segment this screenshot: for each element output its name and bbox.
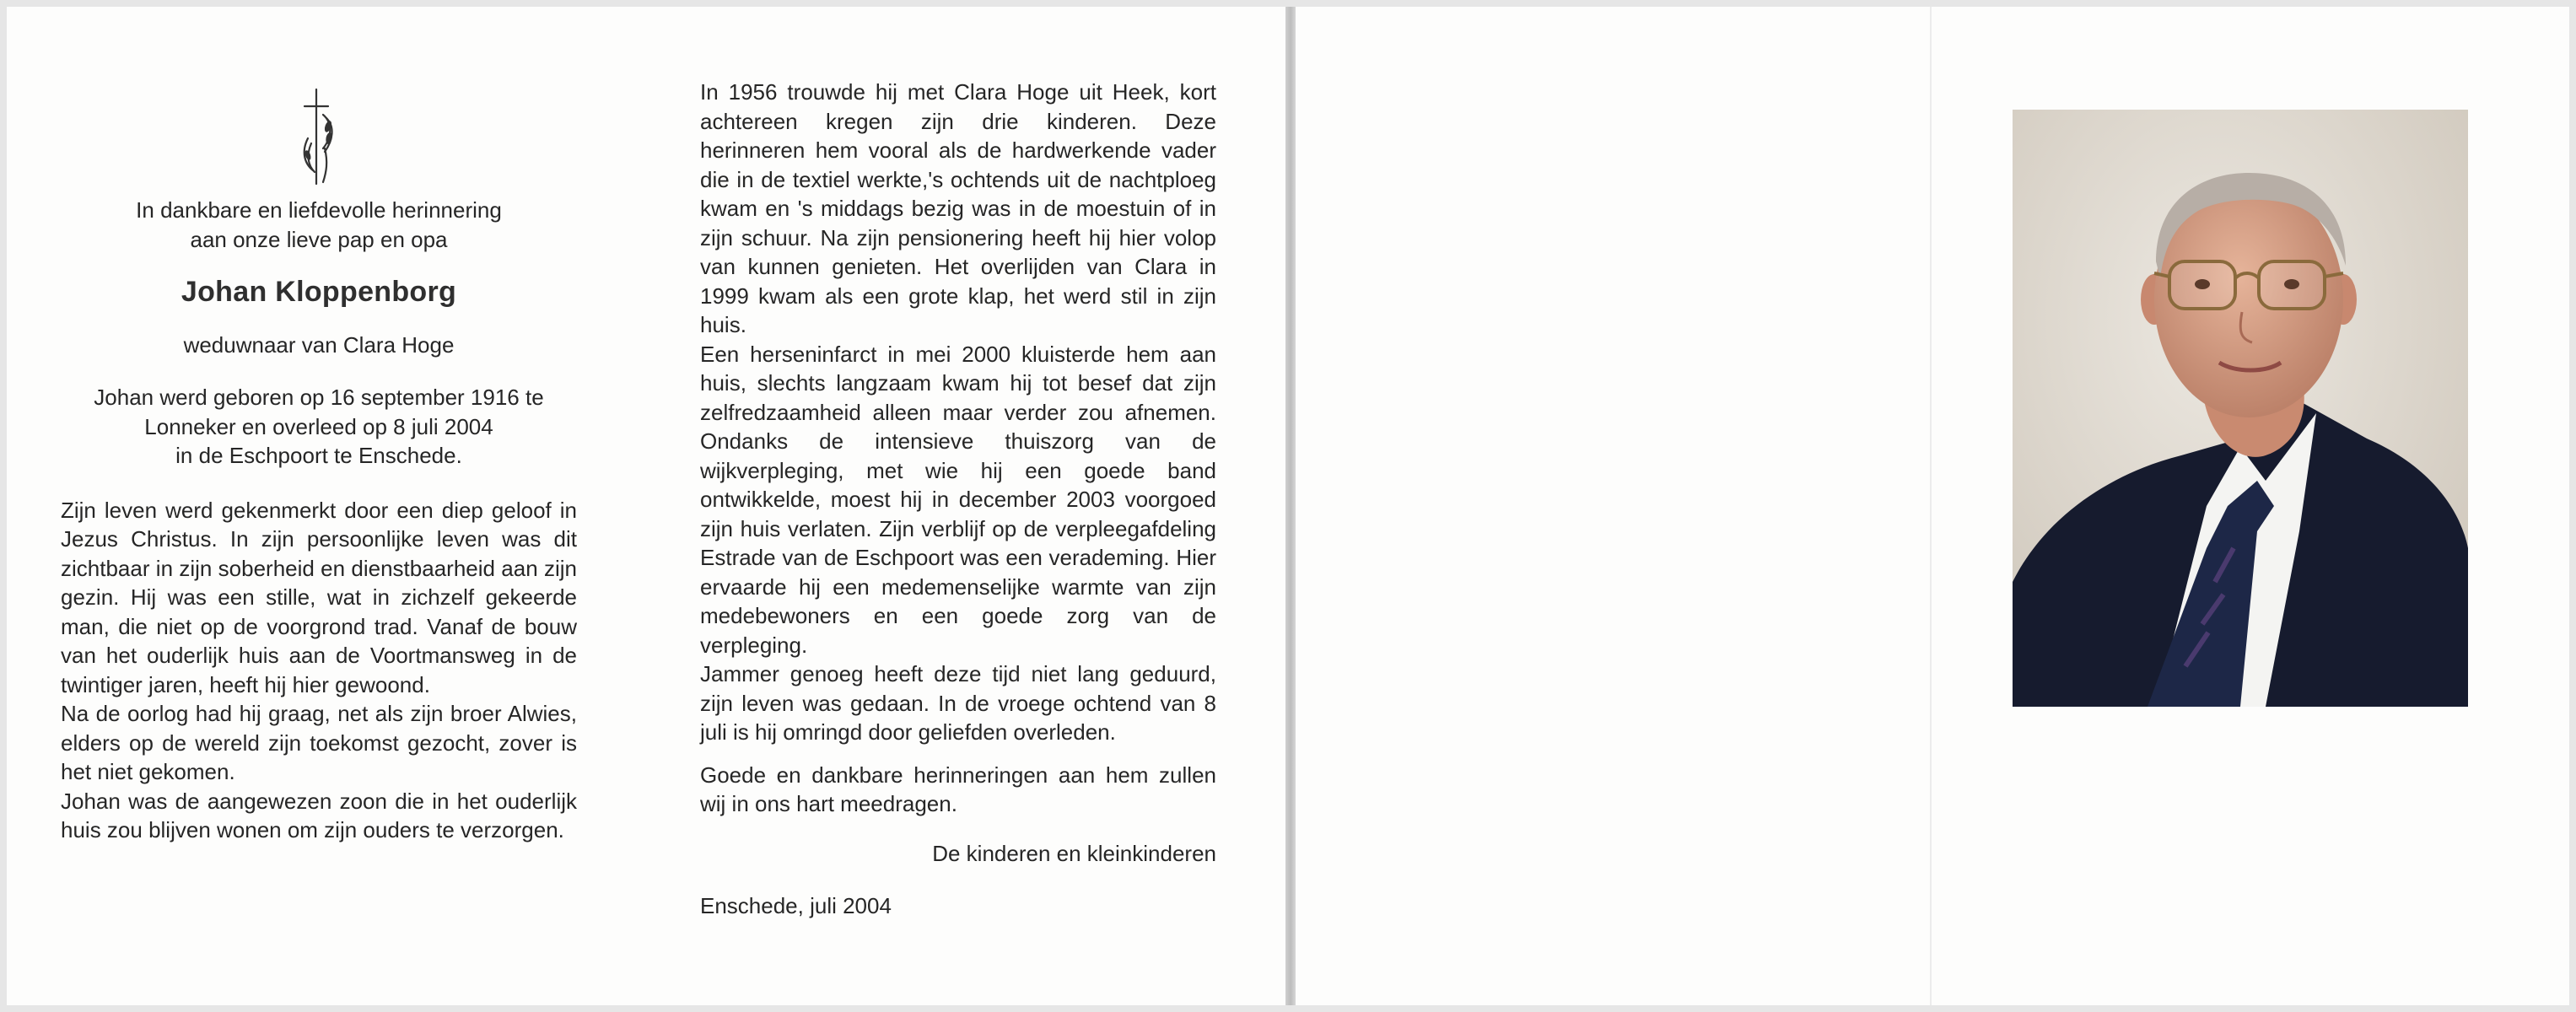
- birth-death-info: [61, 383, 577, 471]
- place-date: Enschede, juli 2004: [700, 893, 892, 918]
- greeting-line-2: aan onze lieve pap en opa: [190, 226, 448, 252]
- birth-line-1: Johan werd geboren op 16 september 1916 te: [94, 385, 544, 410]
- greeting-line-1: In dankbare en liefdevolle herinnering: [136, 197, 502, 223]
- deceased-name: Johan Kloppenborg: [181, 276, 457, 308]
- bio-paragraph-4: In 1956 trouwde hij met Clara Hoge uit Heek, kort achtereen kregen zijn drie kinderen. Deze herinneren hem vooral als de hardwerkende vader die in de textiel werkte,'s ochtends uit de nachtploeg kwam en 's middags bezig was in de moestuin of in zijn schuur. Na zijn pensionering heeft hij hier volop van kunnen genieten. Het overlijden van Clara in 1999 kwam als een grote klap, het werd stil in zijn huis.: [700, 79, 1216, 337]
- biography-left: [61, 496, 577, 845]
- closing-words: Goede en dankbare herinneringen aan hem zullen wij in ons hart meedragen.: [700, 762, 1216, 816]
- bio-paragraph-6: Jammer genoeg heeft deze tijd niet lang geduurd, zijn leven was gedaan. In de vroege ochtend van 8 juli is hij omringd door geliefden overleden.: [700, 661, 1216, 745]
- bio-paragraph-1: Zijn leven werd gekenmerkt door een diep geloof in Jezus Christus. In zijn persoonlijke leven was dit zichtbaar in zijn soberheid en dienstbaarheid aan zijn gezin. Hij was een stille, wat in zichzelf gekeerde man, die niet op de voorgrond trad. Vanaf de bouw van het ouderlijk huis aan de Voortmansweg in de twintiger jaren, heeft hij hier gewoond.: [61, 497, 577, 697]
- birth-line-3: in de Eschpoort te Enschede.: [175, 443, 462, 468]
- bio-paragraph-3: Johan was de aangewezen zoon die in het ouderlijk huis zou blijven wonen om zijn ouders te verzorgen.: [61, 788, 577, 842]
- text-column-left: [61, 84, 577, 845]
- cross-with-wheat-icon: [289, 84, 348, 189]
- bio-paragraph-2: Na de oorlog had hij graag, net als zijn broer Alwies, elders op de wereld zijn toekomst gezocht, zover is het niet gekomen.: [61, 701, 577, 784]
- text-column-middle: [700, 78, 1216, 921]
- widower-line: weduwnaar van Clara Hoge: [183, 331, 455, 358]
- card-fold-crease: [1930, 7, 1932, 1005]
- bio-paragraph-5: Een herseninfarct in mei 2000 kluisterde hem aan huis, slechts langzaam kwam hij tot besef dat zijn zelfredzaamheid alleen maar verder zou afnemen. Ondanks de intensieve thuiszorg van de wijkverpleging, met wie hij een goede band ontwikkelde, moest hij in december 2003 voorgoed zijn huis verlaten. Zijn verblijf op de verpleegafdeling Estrade van de Eschpoort was een verademing. Hier ervaarde hij een medemenselijke warmte van zijn medebewoners en een goede zorg van de verpleging.: [700, 341, 1216, 658]
- signature: De kinderen en kleinkinderen: [932, 840, 1216, 866]
- birth-line-2: Lonneker en overleed op 8 juli 2004: [144, 413, 493, 439]
- greeting: [61, 196, 577, 254]
- portrait-photo: [2013, 110, 2468, 707]
- symbol: [61, 84, 577, 192]
- card-fold-gap: [1285, 7, 1296, 1005]
